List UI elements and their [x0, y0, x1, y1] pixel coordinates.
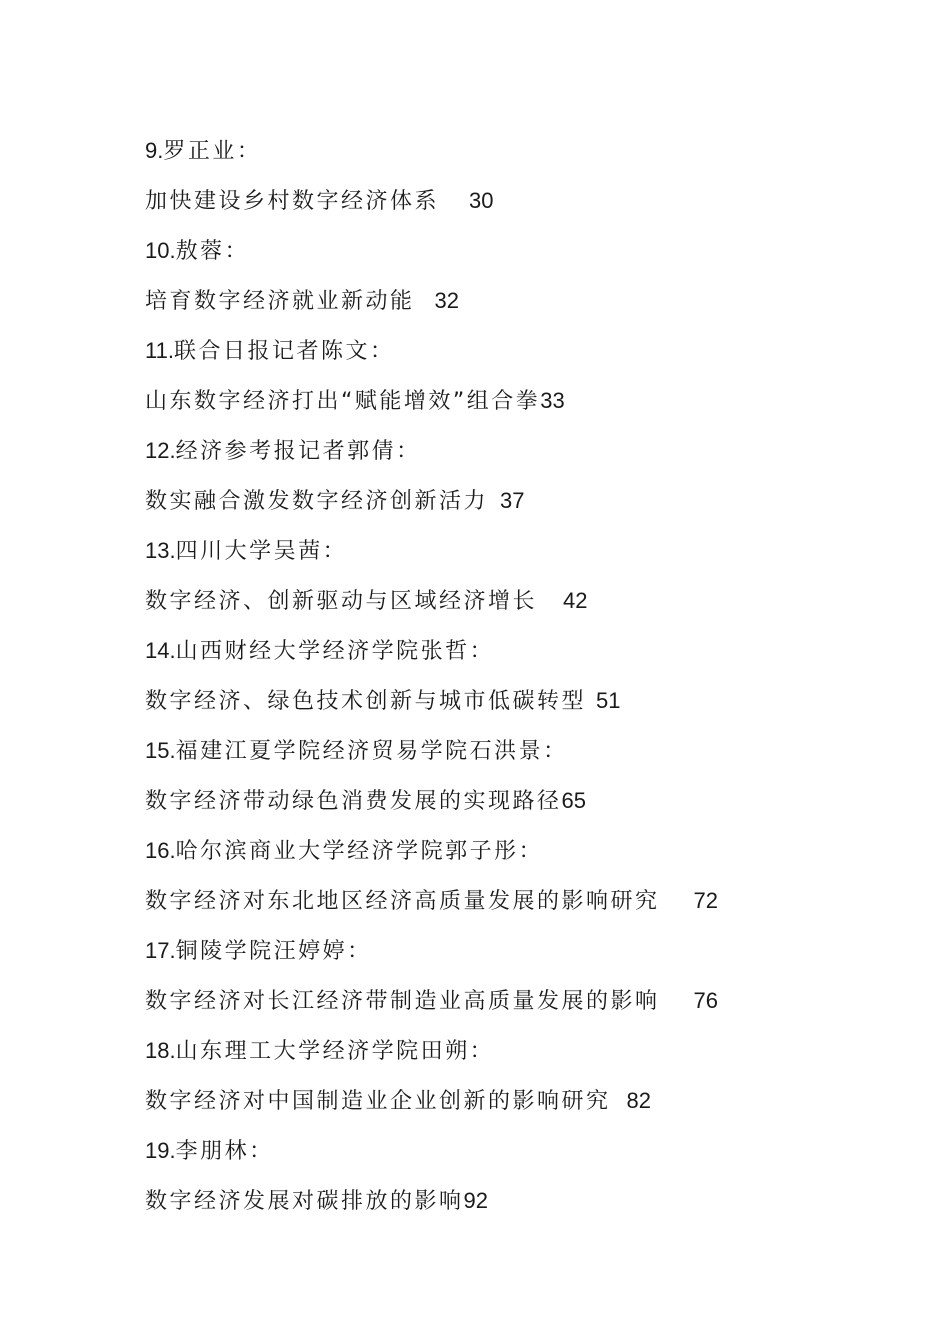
toc-entry-title: 加快建设乡村数字经济体系 — [145, 189, 440, 214]
toc-heading-number: 18. — [145, 1038, 176, 1063]
toc-heading-number: 9. — [145, 138, 164, 163]
toc-entry-page-number: 82 — [626, 1088, 651, 1113]
toc-entry-title: 数实融合激发数字经济创新活力 — [145, 489, 489, 514]
toc-heading-number: 10. — [145, 238, 176, 263]
toc-heading-author: 李朋林： — [175, 1139, 274, 1164]
toc-entry-page-number: 76 — [693, 988, 718, 1013]
toc-entry[interactable] — [145, 476, 905, 526]
toc-heading-author: 敖蓉： — [175, 239, 250, 264]
toc-entry-page-number: 33 — [540, 388, 565, 413]
toc-heading-author: 福建江夏学院经济贸易学院石洪景： — [175, 739, 568, 764]
toc-heading-author: 山东理工大学经济学院田朔： — [175, 1039, 495, 1064]
toc-heading — [145, 826, 905, 876]
toc-entry[interactable] — [145, 276, 905, 326]
toc-entry[interactable] — [145, 1076, 905, 1126]
toc-heading — [145, 1126, 905, 1176]
toc-entry-title: 数字经济、绿色技术创新与城市低碳转型 — [145, 689, 587, 714]
toc-entry[interactable] — [145, 576, 905, 626]
toc-heading — [145, 326, 905, 376]
toc-heading-number: 17. — [145, 938, 176, 963]
toc-heading — [145, 526, 905, 576]
toc-heading-number: 19. — [145, 1138, 176, 1163]
toc-heading-number: 14. — [145, 638, 176, 663]
toc-entry-title: 数字经济、创新驱动与区域经济增长 — [145, 589, 538, 614]
toc-heading-author: 联合日报记者陈文： — [173, 339, 395, 364]
toc-entry[interactable] — [145, 876, 905, 926]
toc-entry-title: 数字经济对中国制造业企业创新的影响研究 — [145, 1089, 611, 1114]
toc-heading — [145, 1026, 905, 1076]
toc-entry-page-number: 72 — [693, 888, 718, 913]
toc-heading-author: 罗正业： — [163, 139, 262, 164]
toc-entry[interactable] — [145, 176, 905, 226]
toc-entry[interactable] — [145, 376, 905, 426]
toc-entry-page-number: 42 — [563, 588, 588, 613]
toc-entry[interactable] — [145, 1176, 905, 1226]
toc-entry[interactable] — [145, 776, 905, 826]
toc-heading-author: 四川大学吴茜： — [175, 539, 348, 564]
toc-heading-number: 16. — [145, 838, 176, 863]
toc-heading — [145, 726, 905, 776]
toc-entry-page-number: 92 — [463, 1188, 488, 1213]
toc-entry-title: 山东数字经济打出“赋能增效”组合拳 — [145, 389, 541, 414]
toc-entry-title: 数字经济发展对碳排放的影响 — [145, 1189, 464, 1214]
toc-entry[interactable] — [145, 676, 905, 726]
toc-heading — [145, 126, 905, 176]
toc-heading-author: 经济参考报记者郭倩： — [175, 439, 421, 464]
toc-heading-author: 哈尔滨商业大学经济学院郭子彤： — [175, 839, 544, 864]
toc-heading-number: 11. — [145, 338, 174, 363]
toc-entry-title: 数字经济带动绿色消费发展的实现路径 — [145, 789, 562, 814]
toc-heading — [145, 926, 905, 976]
toc-entry-page-number: 65 — [561, 788, 586, 813]
toc-entry-page-number: 32 — [434, 288, 459, 313]
toc-entry-title: 数字经济对长江经济带制造业高质量发展的影响 — [145, 989, 660, 1014]
toc-heading-author: 铜陵学院汪婷婷： — [175, 939, 372, 964]
toc-entry-title: 数字经济对东北地区经济高质量发展的影响研究 — [145, 889, 660, 914]
toc-entry[interactable] — [145, 976, 905, 1026]
toc-heading — [145, 226, 905, 276]
toc-heading-number: 13. — [145, 538, 176, 563]
toc-entry-page-number: 37 — [500, 488, 525, 513]
toc-heading-number: 15. — [145, 738, 176, 763]
toc-entry-title: 培育数字经济就业新动能 — [145, 289, 415, 314]
toc-heading — [145, 626, 905, 676]
table-of-contents — [145, 126, 905, 1226]
toc-entry-page-number: 51 — [596, 688, 621, 713]
toc-heading-author: 山西财经大学经济学院张哲： — [175, 639, 495, 664]
toc-entry-page-number: 30 — [469, 188, 494, 213]
toc-heading — [145, 426, 905, 476]
toc-heading-number: 12. — [145, 438, 176, 463]
